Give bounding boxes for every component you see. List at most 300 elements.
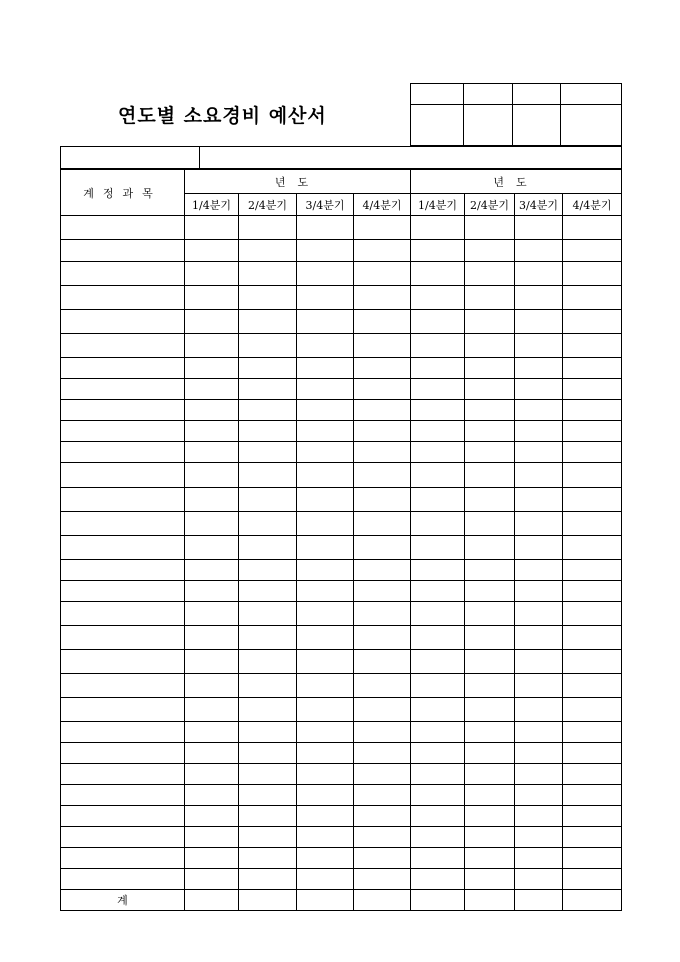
amount-cell[interactable] xyxy=(563,674,622,698)
amount-cell[interactable] xyxy=(563,869,622,890)
amount-cell[interactable] xyxy=(515,262,563,286)
amount-cell[interactable] xyxy=(354,310,411,334)
amount-cell[interactable] xyxy=(239,240,297,262)
amount-cell[interactable] xyxy=(411,674,465,698)
approval-sign-cell[interactable] xyxy=(411,105,464,146)
account-cell[interactable] xyxy=(61,488,185,512)
account-cell[interactable] xyxy=(61,512,185,536)
amount-cell[interactable] xyxy=(297,602,354,626)
amount-cell[interactable] xyxy=(515,806,563,827)
amount-cell[interactable] xyxy=(185,581,239,602)
info-label-cell[interactable] xyxy=(61,147,200,169)
amount-cell[interactable] xyxy=(465,463,515,488)
amount-cell[interactable] xyxy=(185,216,239,240)
amount-cell[interactable] xyxy=(297,650,354,674)
amount-cell[interactable] xyxy=(465,560,515,581)
info-value-cell[interactable] xyxy=(200,147,622,169)
amount-cell[interactable] xyxy=(354,869,411,890)
amount-cell[interactable] xyxy=(515,379,563,400)
amount-cell[interactable] xyxy=(411,848,465,869)
amount-cell[interactable] xyxy=(515,785,563,806)
amount-cell[interactable] xyxy=(563,785,622,806)
amount-cell[interactable] xyxy=(239,581,297,602)
amount-cell[interactable] xyxy=(411,785,465,806)
amount-cell[interactable] xyxy=(563,848,622,869)
amount-cell[interactable] xyxy=(185,560,239,581)
account-cell[interactable] xyxy=(61,286,185,310)
amount-cell[interactable] xyxy=(239,743,297,764)
table-row xyxy=(61,560,622,581)
amount-cell[interactable] xyxy=(411,442,465,463)
amount-cell[interactable] xyxy=(465,400,515,421)
amount-cell[interactable] xyxy=(411,463,465,488)
amount-cell[interactable] xyxy=(297,560,354,581)
amount-cell[interactable] xyxy=(465,421,515,442)
amount-cell[interactable] xyxy=(185,674,239,698)
amount-cell[interactable] xyxy=(354,650,411,674)
account-cell[interactable] xyxy=(61,334,185,358)
amount-cell[interactable] xyxy=(563,262,622,286)
account-cell[interactable] xyxy=(61,785,185,806)
amount-cell[interactable] xyxy=(185,379,239,400)
amount-cell[interactable] xyxy=(515,463,563,488)
amount-cell[interactable] xyxy=(515,698,563,722)
amount-cell[interactable] xyxy=(297,806,354,827)
table-row xyxy=(61,827,622,848)
amount-cell[interactable] xyxy=(515,512,563,536)
amount-cell[interactable] xyxy=(185,650,239,674)
amount-cell[interactable] xyxy=(563,536,622,560)
amount-cell[interactable] xyxy=(354,827,411,848)
amount-cell[interactable] xyxy=(185,400,239,421)
amount-cell[interactable] xyxy=(411,334,465,358)
amount-cell[interactable] xyxy=(297,869,354,890)
amount-cell[interactable] xyxy=(354,216,411,240)
amount-cell[interactable] xyxy=(185,827,239,848)
amount-cell[interactable] xyxy=(239,536,297,560)
amount-cell[interactable] xyxy=(411,240,465,262)
approval-sign-cell[interactable] xyxy=(561,105,622,146)
amount-cell[interactable] xyxy=(465,827,515,848)
amount-cell[interactable] xyxy=(411,827,465,848)
amount-cell[interactable] xyxy=(563,216,622,240)
amount-cell[interactable] xyxy=(354,698,411,722)
amount-cell[interactable] xyxy=(563,806,622,827)
amount-cell[interactable] xyxy=(563,743,622,764)
amount-cell[interactable] xyxy=(297,581,354,602)
amount-cell[interactable] xyxy=(239,785,297,806)
amount-cell[interactable] xyxy=(563,286,622,310)
amount-cell[interactable] xyxy=(354,262,411,286)
amount-cell[interactable] xyxy=(515,743,563,764)
amount-cell[interactable] xyxy=(239,512,297,536)
amount-cell[interactable] xyxy=(297,698,354,722)
approval-sign-cell[interactable] xyxy=(464,105,513,146)
amount-cell[interactable] xyxy=(465,650,515,674)
amount-cell[interactable] xyxy=(411,560,465,581)
amount-cell[interactable] xyxy=(185,869,239,890)
amount-cell[interactable] xyxy=(297,286,354,310)
account-cell[interactable] xyxy=(61,650,185,674)
amount-cell[interactable] xyxy=(354,358,411,379)
amount-cell[interactable] xyxy=(465,442,515,463)
amount-cell[interactable] xyxy=(515,764,563,785)
amount-cell[interactable] xyxy=(297,827,354,848)
amount-cell[interactable] xyxy=(297,512,354,536)
amount-cell[interactable] xyxy=(515,626,563,650)
amount-cell[interactable] xyxy=(563,650,622,674)
amount-cell[interactable] xyxy=(465,536,515,560)
amount-cell[interactable] xyxy=(411,512,465,536)
amount-cell[interactable] xyxy=(185,722,239,743)
total-cell[interactable] xyxy=(297,890,354,911)
amount-cell[interactable] xyxy=(297,743,354,764)
amount-cell[interactable] xyxy=(354,581,411,602)
amount-cell[interactable] xyxy=(185,806,239,827)
amount-cell[interactable] xyxy=(563,379,622,400)
amount-cell[interactable] xyxy=(297,262,354,286)
amount-cell[interactable] xyxy=(411,581,465,602)
account-cell[interactable] xyxy=(61,358,185,379)
amount-cell[interactable] xyxy=(465,869,515,890)
amount-cell[interactable] xyxy=(239,310,297,334)
amount-cell[interactable] xyxy=(515,240,563,262)
amount-cell[interactable] xyxy=(411,310,465,334)
account-cell[interactable] xyxy=(61,560,185,581)
amount-cell[interactable] xyxy=(563,827,622,848)
amount-cell[interactable] xyxy=(465,512,515,536)
amount-cell[interactable] xyxy=(411,602,465,626)
amount-cell[interactable] xyxy=(354,442,411,463)
amount-cell[interactable] xyxy=(563,334,622,358)
amount-cell[interactable] xyxy=(239,560,297,581)
account-cell[interactable] xyxy=(61,379,185,400)
table-row xyxy=(61,286,622,310)
amount-cell[interactable] xyxy=(515,650,563,674)
account-cell[interactable] xyxy=(61,421,185,442)
amount-cell[interactable] xyxy=(354,722,411,743)
amount-cell[interactable] xyxy=(354,764,411,785)
amount-cell[interactable] xyxy=(185,785,239,806)
amount-cell[interactable] xyxy=(185,421,239,442)
total-cell[interactable] xyxy=(239,890,297,911)
amount-cell[interactable] xyxy=(465,743,515,764)
amount-cell[interactable] xyxy=(465,240,515,262)
table-row xyxy=(61,743,622,764)
amount-cell[interactable] xyxy=(465,286,515,310)
amount-cell[interactable] xyxy=(297,626,354,650)
table-row xyxy=(61,400,622,421)
amount-cell[interactable] xyxy=(185,512,239,536)
quarter-header: 2/4분기 xyxy=(239,194,297,216)
amount-cell[interactable] xyxy=(297,785,354,806)
amount-cell[interactable] xyxy=(515,310,563,334)
amount-cell[interactable] xyxy=(354,602,411,626)
amount-cell[interactable] xyxy=(354,743,411,764)
amount-cell[interactable] xyxy=(563,442,622,463)
account-cell[interactable] xyxy=(61,310,185,334)
amount-cell[interactable] xyxy=(185,334,239,358)
amount-cell[interactable] xyxy=(515,216,563,240)
amount-cell[interactable] xyxy=(297,334,354,358)
amount-cell[interactable] xyxy=(465,581,515,602)
amount-cell[interactable] xyxy=(297,310,354,334)
amount-cell[interactable] xyxy=(515,488,563,512)
amount-cell[interactable] xyxy=(239,379,297,400)
account-cell[interactable] xyxy=(61,743,185,764)
amount-cell[interactable] xyxy=(563,581,622,602)
amount-cell[interactable] xyxy=(563,698,622,722)
amount-cell[interactable] xyxy=(239,358,297,379)
amount-cell[interactable] xyxy=(297,379,354,400)
account-cell[interactable] xyxy=(61,442,185,463)
amount-cell[interactable] xyxy=(239,602,297,626)
amount-cell[interactable] xyxy=(354,286,411,310)
amount-cell[interactable] xyxy=(354,488,411,512)
amount-cell[interactable] xyxy=(354,674,411,698)
amount-cell[interactable] xyxy=(563,421,622,442)
amount-cell[interactable] xyxy=(515,421,563,442)
amount-cell[interactable] xyxy=(239,463,297,488)
amount-cell[interactable] xyxy=(185,442,239,463)
account-cell[interactable] xyxy=(61,602,185,626)
account-cell[interactable] xyxy=(61,722,185,743)
amount-cell[interactable] xyxy=(411,698,465,722)
amount-cell[interactable] xyxy=(515,536,563,560)
total-cell[interactable] xyxy=(515,890,563,911)
account-cell[interactable] xyxy=(61,262,185,286)
amount-cell[interactable] xyxy=(465,806,515,827)
amount-cell[interactable] xyxy=(297,848,354,869)
amount-cell[interactable] xyxy=(354,848,411,869)
amount-cell[interactable] xyxy=(411,764,465,785)
amount-cell[interactable] xyxy=(354,379,411,400)
amount-cell[interactable] xyxy=(411,650,465,674)
amount-cell[interactable] xyxy=(411,743,465,764)
amount-cell[interactable] xyxy=(515,442,563,463)
amount-cell[interactable] xyxy=(563,626,622,650)
amount-cell[interactable] xyxy=(563,400,622,421)
amount-cell[interactable] xyxy=(354,785,411,806)
amount-cell[interactable] xyxy=(239,488,297,512)
amount-cell[interactable] xyxy=(563,722,622,743)
amount-cell[interactable] xyxy=(185,463,239,488)
amount-cell[interactable] xyxy=(515,334,563,358)
total-cell[interactable] xyxy=(465,890,515,911)
amount-cell[interactable] xyxy=(411,286,465,310)
amount-cell[interactable] xyxy=(185,262,239,286)
approval-sign-cell[interactable] xyxy=(513,105,561,146)
amount-cell[interactable] xyxy=(515,674,563,698)
amount-cell[interactable] xyxy=(239,626,297,650)
amount-cell[interactable] xyxy=(354,421,411,442)
total-cell[interactable] xyxy=(563,890,622,911)
account-cell[interactable] xyxy=(61,869,185,890)
total-cell[interactable] xyxy=(354,890,411,911)
amount-cell[interactable] xyxy=(354,512,411,536)
amount-cell[interactable] xyxy=(239,806,297,827)
amount-cell[interactable] xyxy=(239,848,297,869)
amount-cell[interactable] xyxy=(411,869,465,890)
amount-cell[interactable] xyxy=(239,286,297,310)
quarter-header: 2/4분기 xyxy=(465,194,515,216)
account-cell[interactable] xyxy=(61,764,185,785)
amount-cell[interactable] xyxy=(563,310,622,334)
amount-cell[interactable] xyxy=(354,806,411,827)
amount-cell[interactable] xyxy=(563,512,622,536)
account-cell[interactable] xyxy=(61,463,185,488)
amount-cell[interactable] xyxy=(239,827,297,848)
amount-cell[interactable] xyxy=(297,240,354,262)
table-row xyxy=(61,262,622,286)
amount-cell[interactable] xyxy=(411,421,465,442)
amount-cell[interactable] xyxy=(411,262,465,286)
info-row xyxy=(60,146,622,169)
amount-cell[interactable] xyxy=(239,421,297,442)
amount-cell[interactable] xyxy=(354,240,411,262)
amount-cell[interactable] xyxy=(297,463,354,488)
amount-cell[interactable] xyxy=(239,674,297,698)
amount-cell[interactable] xyxy=(239,216,297,240)
amount-cell[interactable] xyxy=(563,560,622,581)
amount-cell[interactable] xyxy=(185,240,239,262)
amount-cell[interactable] xyxy=(465,764,515,785)
amount-cell[interactable] xyxy=(297,442,354,463)
amount-cell[interactable] xyxy=(515,286,563,310)
amount-cell[interactable] xyxy=(411,722,465,743)
total-label: 계 xyxy=(61,890,185,911)
amount-cell[interactable] xyxy=(563,764,622,785)
table-row xyxy=(61,358,622,379)
amount-cell[interactable] xyxy=(465,358,515,379)
amount-cell[interactable] xyxy=(465,216,515,240)
amount-cell[interactable] xyxy=(465,848,515,869)
amount-cell[interactable] xyxy=(411,358,465,379)
amount-cell[interactable] xyxy=(515,358,563,379)
amount-cell[interactable] xyxy=(465,602,515,626)
amount-cell[interactable] xyxy=(185,698,239,722)
amount-cell[interactable] xyxy=(297,488,354,512)
amount-cell[interactable] xyxy=(239,764,297,785)
total-cell[interactable] xyxy=(185,890,239,911)
amount-cell[interactable] xyxy=(515,602,563,626)
amount-cell[interactable] xyxy=(185,848,239,869)
amount-cell[interactable] xyxy=(411,626,465,650)
amount-cell[interactable] xyxy=(465,488,515,512)
amount-cell[interactable] xyxy=(515,560,563,581)
amount-cell[interactable] xyxy=(515,827,563,848)
table-row xyxy=(61,785,622,806)
amount-cell[interactable] xyxy=(465,698,515,722)
amount-cell[interactable] xyxy=(185,310,239,334)
amount-cell[interactable] xyxy=(239,442,297,463)
amount-cell[interactable] xyxy=(297,764,354,785)
amount-cell[interactable] xyxy=(297,216,354,240)
quarter-header: 3/4분기 xyxy=(515,194,563,216)
amount-cell[interactable] xyxy=(515,848,563,869)
amount-cell[interactable] xyxy=(563,463,622,488)
amount-cell[interactable] xyxy=(563,602,622,626)
amount-cell[interactable] xyxy=(515,581,563,602)
amount-cell[interactable] xyxy=(297,674,354,698)
amount-cell[interactable] xyxy=(297,722,354,743)
amount-cell[interactable] xyxy=(239,869,297,890)
amount-cell[interactable] xyxy=(239,698,297,722)
amount-cell[interactable] xyxy=(185,743,239,764)
amount-cell[interactable] xyxy=(354,626,411,650)
table-row xyxy=(61,334,622,358)
amount-cell[interactable] xyxy=(297,400,354,421)
account-cell[interactable] xyxy=(61,674,185,698)
amount-cell[interactable] xyxy=(411,488,465,512)
amount-cell[interactable] xyxy=(354,536,411,560)
account-cell[interactable] xyxy=(61,827,185,848)
amount-cell[interactable] xyxy=(185,626,239,650)
amount-cell[interactable] xyxy=(354,400,411,421)
account-cell[interactable] xyxy=(61,626,185,650)
amount-cell[interactable] xyxy=(563,358,622,379)
amount-cell[interactable] xyxy=(239,334,297,358)
amount-cell[interactable] xyxy=(297,421,354,442)
amount-cell[interactable] xyxy=(354,463,411,488)
account-cell[interactable] xyxy=(61,698,185,722)
amount-cell[interactable] xyxy=(185,602,239,626)
amount-cell[interactable] xyxy=(465,722,515,743)
amount-cell[interactable] xyxy=(297,358,354,379)
amount-cell[interactable] xyxy=(465,785,515,806)
amount-cell[interactable] xyxy=(465,262,515,286)
amount-cell[interactable] xyxy=(465,626,515,650)
amount-cell[interactable] xyxy=(185,286,239,310)
account-cell[interactable] xyxy=(61,581,185,602)
amount-cell[interactable] xyxy=(465,334,515,358)
amount-cell[interactable] xyxy=(563,488,622,512)
account-cell[interactable] xyxy=(61,216,185,240)
amount-cell[interactable] xyxy=(411,216,465,240)
amount-cell[interactable] xyxy=(354,334,411,358)
amount-cell[interactable] xyxy=(239,400,297,421)
amount-cell[interactable] xyxy=(239,722,297,743)
amount-cell[interactable] xyxy=(185,536,239,560)
amount-cell[interactable] xyxy=(465,674,515,698)
amount-cell[interactable] xyxy=(185,488,239,512)
amount-cell[interactable] xyxy=(411,806,465,827)
amount-cell[interactable] xyxy=(239,650,297,674)
amount-cell[interactable] xyxy=(515,869,563,890)
account-cell[interactable] xyxy=(61,848,185,869)
amount-cell[interactable] xyxy=(515,400,563,421)
amount-cell[interactable] xyxy=(297,536,354,560)
amount-cell[interactable] xyxy=(411,400,465,421)
amount-cell[interactable] xyxy=(411,379,465,400)
total-cell[interactable] xyxy=(411,890,465,911)
amount-cell[interactable] xyxy=(239,262,297,286)
approval-label-cell xyxy=(513,84,561,105)
amount-cell[interactable] xyxy=(411,536,465,560)
account-cell[interactable] xyxy=(61,536,185,560)
table-row xyxy=(61,869,622,890)
amount-cell[interactable] xyxy=(465,310,515,334)
account-cell[interactable] xyxy=(61,806,185,827)
amount-cell[interactable] xyxy=(185,764,239,785)
amount-cell[interactable] xyxy=(563,240,622,262)
amount-cell[interactable] xyxy=(354,560,411,581)
account-cell[interactable] xyxy=(61,240,185,262)
amount-cell[interactable] xyxy=(465,379,515,400)
amount-cell[interactable] xyxy=(515,722,563,743)
account-cell[interactable] xyxy=(61,400,185,421)
amount-cell[interactable] xyxy=(185,358,239,379)
